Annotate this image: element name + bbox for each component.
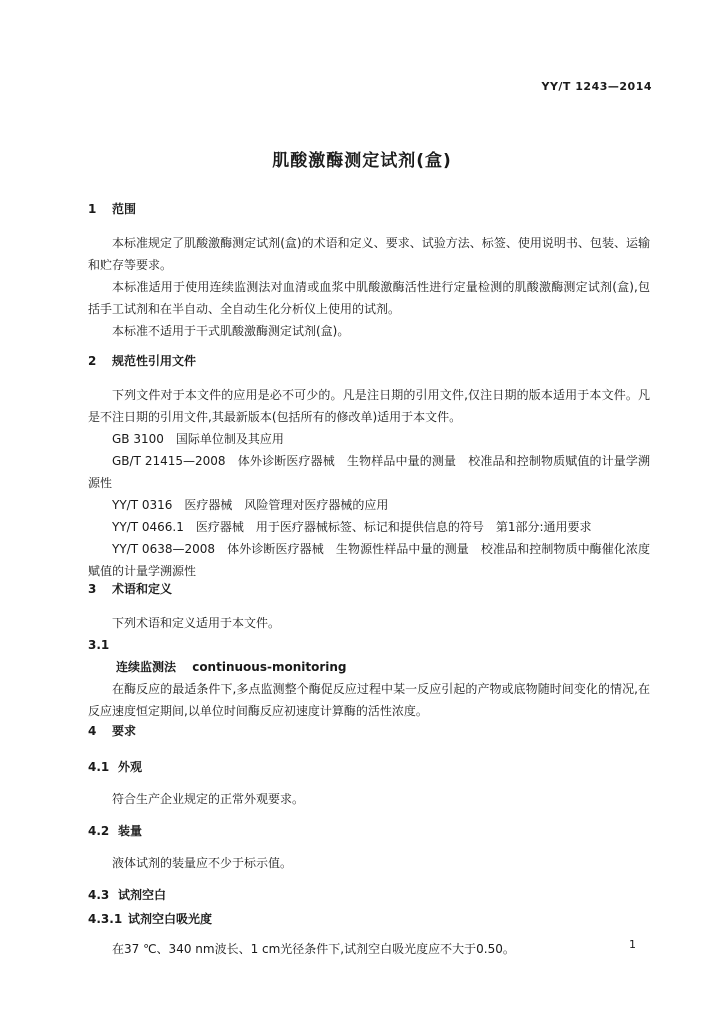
- section-4-3-1-heading: 4.3.1 试剂空白吸光度: [88, 912, 213, 926]
- section-3-intro: 下列术语和定义适用于本文件。: [112, 616, 281, 630]
- section-4-2-text: 液体试剂的装量应不少于标示值。: [112, 856, 293, 870]
- section-1-para-3: 本标准不适用于干式肌酸激酶测定试剂(盒)。: [112, 324, 350, 338]
- section-1-para-1: 本标准规定了肌酸激酶测定试剂(盒)的术语和定义、要求、试验方法、标签、使用说明书、包装、运输和贮存等要求。: [88, 236, 650, 272]
- page-number: 1: [629, 938, 636, 951]
- term-chinese: 连续监测法: [116, 660, 177, 674]
- section-4-3-1-text: 在37 ℃、340 nm波长、1 cm光径条件下,试剂空白吸光度应不大于0.50。: [112, 942, 515, 956]
- term-definition: 在酶反应的最适条件下,多点监测整个酶促反应过程中某一反应引起的产物或底物随时间变化的情况,在反应速度恒定期间,以单位时间酶反应初速度计算酶的活性浓度。: [88, 682, 650, 718]
- ref-item: YY/T 0638—2008 体外诊断医疗器械 生物源性样品中量的测量 校准品和控制物质中酶催化浓度赋值的计量学溯源性: [88, 542, 650, 578]
- document-title: 肌酸激酶测定试剂(盒): [272, 151, 452, 171]
- section-3-heading: 3 术语和定义: [88, 582, 173, 596]
- section-1-heading: 1 范围: [88, 202, 137, 216]
- section-1-para-2: 本标准适用于使用连续监测法对血清或血浆中肌酸激酶活性进行定量检测的肌酸激酶测定试剂(盒),包括手工试剂和在半自动、全自动生化分析仪上使用的试剂。: [88, 280, 650, 316]
- section-4-3-heading: 4.3 试剂空白: [88, 888, 167, 902]
- section-4-1-heading: 4.1 外观: [88, 760, 143, 774]
- ref-item: YY/T 0466.1 医疗器械 用于医疗器械标签、标记和提供信息的符号 第1部分:通用要求: [112, 520, 592, 534]
- ref-item: GB 3100 国际单位制及其应用: [112, 432, 284, 446]
- section-4-heading: 4 要求: [88, 724, 137, 738]
- term-english: continuous-monitoring: [192, 660, 347, 674]
- section-4-1-text: 符合生产企业规定的正常外观要求。: [112, 792, 305, 806]
- section-2-intro: 下列文件对于本文件的应用是必不可少的。凡是注日期的引用文件,仅注日期的版本适用于本文件。凡是不注日期的引用文件,其最新版本(包括所有的修改单)适用于本文件。: [88, 388, 650, 424]
- ref-item: YY/T 0316 医疗器械 风险管理对医疗器械的应用: [112, 498, 389, 512]
- ref-item: GB/T 21415—2008 体外诊断医疗器械 生物样品中量的测量 校准品和控制物质赋值的计量学溯源性: [88, 454, 650, 490]
- section-4-2-heading: 4.2 装量: [88, 824, 143, 838]
- document-code: YY/T 1243—2014: [541, 80, 652, 93]
- section-3-1-number: 3.1: [88, 638, 110, 652]
- term-entry: [88, 656, 678, 678]
- section-2-heading: 2 规范性引用文件: [88, 354, 197, 368]
